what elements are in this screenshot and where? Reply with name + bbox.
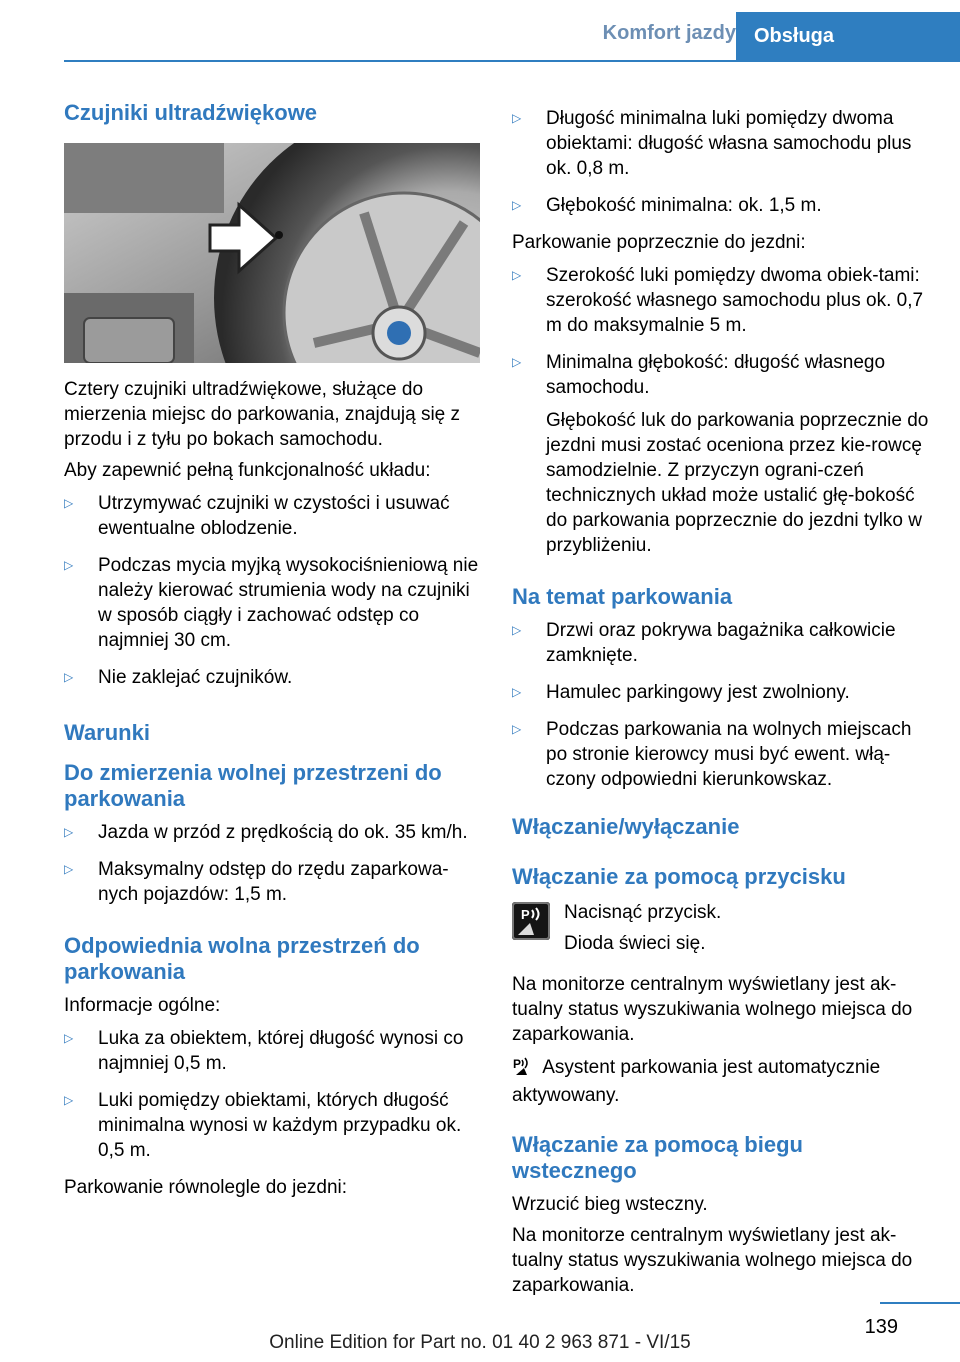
- onoff-heading: Włączanie/wyłączanie: [512, 814, 740, 839]
- sensors-intro: Cztery czujniki ultradźwiękowe, służące do mierzenia miejsc do parkowania, znajdują się z przodu i z tyłu po bokach samochodu.: [64, 379, 461, 450]
- sensors-heading: Czujniki ultradźwiękowe: [64, 100, 318, 125]
- triangle-right-icon: ▷: [512, 685, 522, 699]
- parallel-list: [512, 106, 932, 218]
- svg-text:P: P: [513, 1057, 522, 1071]
- list-item: ▷ Nie zaklejać czujników.: [64, 667, 293, 688]
- list-item: ▷ Drzwi oraz pokrywa bagażnika całkowicie zamknięte.: [512, 620, 896, 666]
- functionality-lead: Aby zapewnić pełną funkcjonalność układu:: [64, 460, 431, 481]
- parking-heading: Na temat parkowania: [512, 584, 733, 609]
- button-step-led: Dioda świeci się.: [564, 933, 706, 954]
- triangle-right-icon: ▷: [64, 1031, 74, 1045]
- page-header: [0, 0, 960, 62]
- space-heading: Odpowiednia wolna przestrzeń do parkowania: [64, 933, 420, 984]
- page-number: 139: [864, 1316, 898, 1338]
- triangle-right-icon: ▷: [64, 496, 74, 510]
- perpendicular-lead: Parkowanie poprzecznie do jezdni:: [512, 232, 806, 253]
- triangle-right-icon: ▷: [64, 862, 74, 876]
- header-rule: [64, 60, 960, 62]
- functionality-list: [64, 491, 484, 690]
- triangle-right-icon: ▷: [64, 825, 74, 839]
- list-item: ▷ Maksymalny odstęp do rzędu zaparkowa‐nych pojazdów: 1,5 m.: [64, 859, 449, 905]
- reverse-step: Wrzucić bieg wsteczny.: [512, 1194, 708, 1215]
- list-item: ▷ Szerokość luki pomiędzy dwoma obiek‐tami: szerokość własnego samochodu plus ok. 0,7 m do maksymalnie 5 m.: [512, 265, 924, 336]
- triangle-right-icon: ▷: [64, 1093, 74, 1107]
- reverse-monitor-text: Na monitorze centralnym wyświetlany jest ak‐tualny status wyszukiwania wolnego miejsca do zaparkowania.: [512, 1225, 913, 1296]
- parking-list: [512, 618, 932, 792]
- perpendicular-note: Głębokość luk do parkowania poprzecznie do jezdni musi zostać oceniona przez kie‐rowcę samodzielnie. Z przyczyn ograni‐czeń technicznych układ może ustalić głę‐bokość do parkowania poprzecznie do jezdni tylko w przybliżeniu.: [546, 410, 929, 556]
- left-column: [64, 100, 484, 1200]
- measure-heading: Do zmierzenia wolnej przestrzeni do parkowania: [64, 760, 442, 811]
- triangle-right-icon: ▷: [512, 623, 522, 637]
- triangle-right-icon: ▷: [64, 558, 74, 572]
- assistant-note: P Asystent parkowania jest automatycznie aktywowany.: [512, 1057, 881, 1106]
- list-item: ▷ Utrzymywać czujniki w czystości i usuwać ewentualne oblodzenie.: [64, 493, 450, 539]
- parallel-lead: Parkowanie równolegle do jezdni:: [64, 1177, 348, 1198]
- list-item: ▷ Minimalna głębokość: długość własnego samochodu.: [512, 352, 886, 398]
- park-assist-button-icon: [512, 902, 550, 940]
- list-item: ▷ Podczas mycia myjką wysokociśnieniową nie należy kierować strumienia wody na czujniki w sposób ciągły i zachować odstęp co najmniej 30 cm.: [64, 555, 479, 651]
- edition-footer: Online Edition for Part no. 01 40 2 963 871 - VI/15: [269, 1332, 691, 1353]
- list-item: ▷ Długość minimalna luki pomiędzy dwoma obiektami: długość własna samochodu plus ok. 0,8 m.: [512, 108, 912, 179]
- general-lead: Informacje ogólne:: [64, 995, 221, 1016]
- perpendicular-list: [512, 263, 932, 400]
- button-heading: Włączanie za pomocą przycisku: [512, 864, 846, 889]
- triangle-right-icon: ▷: [512, 355, 522, 369]
- general-list: [64, 1026, 484, 1163]
- sensor-location-photo: [64, 143, 480, 363]
- conditions-heading: Warunki: [64, 720, 150, 745]
- right-column: [512, 100, 932, 1298]
- measure-list: [64, 820, 484, 907]
- list-item: ▷ Podczas parkowania na wolnych miejscach po stronie kierowcy musi być ewent. włą‐czony odpowiedni kierunkowskaz.: [512, 719, 912, 790]
- park-assist-indicator-icon: [512, 1056, 538, 1083]
- list-item: ▷ Jazda w przód z prędkością do ok. 35 km/h.: [64, 822, 468, 843]
- footer-rule: [880, 1302, 960, 1304]
- list-item: ▷ Luki pomiędzy obiektami, których długość minimalna wynosi w każdym przypadku ok. 0,5 m.: [64, 1090, 462, 1161]
- list-item: ▷ Głębokość minimalna: ok. 1,5 m.: [512, 195, 822, 216]
- triangle-right-icon: ▷: [512, 198, 522, 212]
- triangle-right-icon: ▷: [512, 722, 522, 736]
- chapter-tab: Obsługa: [736, 12, 960, 60]
- monitor-status-text: Na monitorze centralnym wyświetlany jest ak‐tualny status wyszukiwania wolnego miejsca do zaparkowania.: [512, 974, 913, 1045]
- car-wheel-illustration: [64, 143, 480, 363]
- section-label: Komfort jazdy: [602, 22, 736, 44]
- list-item: ▷ Hamulec parkingowy jest zwolniony.: [512, 682, 850, 703]
- svg-text:P: P: [521, 907, 530, 922]
- list-item: ▷ Luka za obiektem, której długość wynosi co najmniej 0,5 m.: [64, 1028, 464, 1074]
- triangle-right-icon: ▷: [512, 268, 522, 282]
- triangle-right-icon: ▷: [64, 670, 74, 684]
- button-step-block: [512, 900, 932, 956]
- reverse-heading: Włączanie za pomocą biegu wstecznego: [512, 1132, 803, 1183]
- button-step-press: Nacisnąć przycisk.: [564, 902, 722, 923]
- triangle-right-icon: ▷: [512, 111, 522, 125]
